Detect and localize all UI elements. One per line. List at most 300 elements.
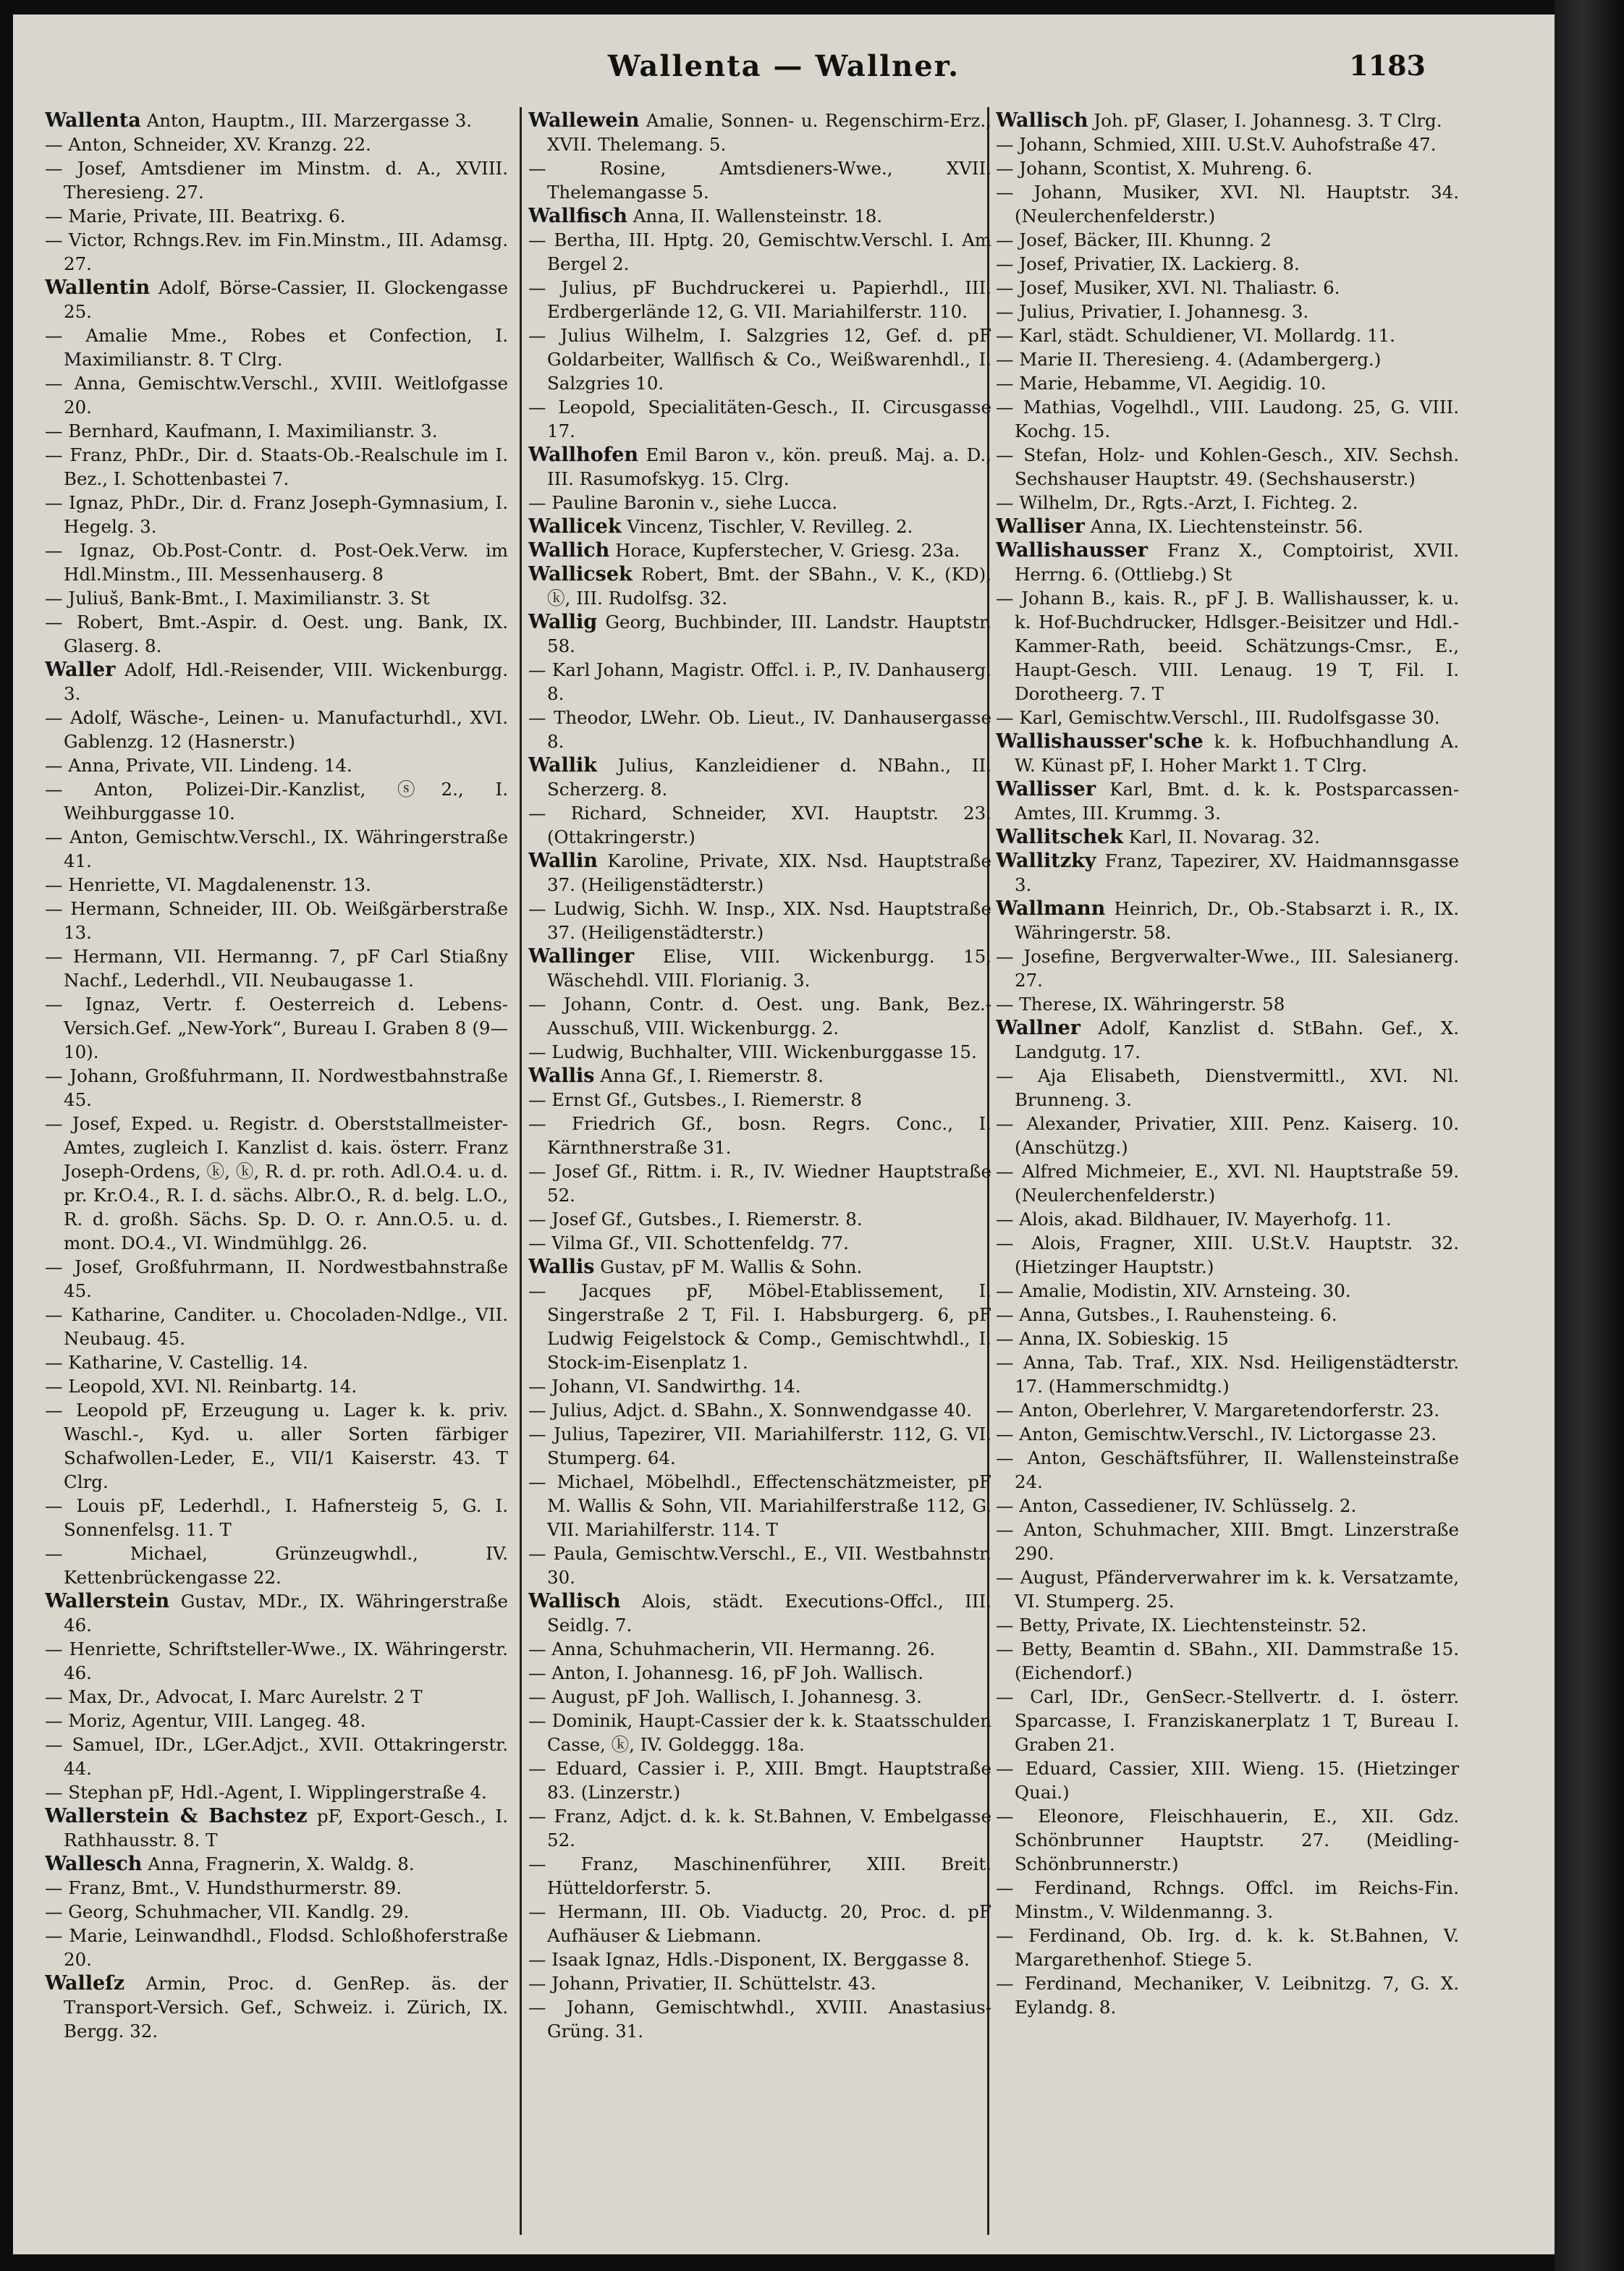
entry-surname: Wallner xyxy=(996,1017,1081,1039)
directory-entry xyxy=(45,1900,508,1924)
entry-surname: Wallisch xyxy=(528,1590,621,1612)
entry-surname: Wallis xyxy=(528,1256,595,1278)
entry-surname: Wallitschek xyxy=(996,826,1123,848)
entry-text: — Johann B., kais. R., pF J. B. Wallishausser, k. u. k. Hof-Buchdrucker, Hdlsger.-Beisitzer und Hdl.-Kammer-Rath, beeid. Schätzungs-Cmsr., E., Haupt-Gesch. VIII. Lenaug. 19 T, Fil. I. Dorotheerg. 7. T xyxy=(996,588,1459,704)
entry-text: — Anton, Gemischtw.Verschl., IV. Lictorgasse 23. xyxy=(996,1424,1437,1445)
entry-text: — Amalie Mme., Robes et Confection, I. Maximilianstr. 8. T Clrg. xyxy=(45,325,508,370)
directory-entry xyxy=(996,1924,1459,1971)
directory-entry xyxy=(528,1064,991,1088)
directory-entry xyxy=(996,777,1459,825)
directory-entry xyxy=(528,1398,991,1422)
directory-entry xyxy=(528,1995,991,2043)
directory-entry xyxy=(996,1518,1459,1565)
directory-entry xyxy=(45,204,508,228)
entry-text: — Eduard, Cassier, XIII. Wieng. 15. (Hietzinger Quai.) xyxy=(996,1758,1459,1803)
entry-text: Georg, Buchbinder, III. Landstr. Hauptstr. 58. xyxy=(547,612,991,656)
entry-text: Anna Gf., I. Riemerstr. 8. xyxy=(600,1065,824,1086)
directory-entry xyxy=(528,1852,991,1900)
entry-text: — Isaak Ignaz, Hdls.-Disponent, IX. Berggasse 8. xyxy=(528,1949,970,1970)
directory-entry xyxy=(45,1350,508,1374)
entry-text: — Anton, Gemischtw.Verschl., IX. Währingerstraße 41. xyxy=(45,826,508,871)
entry-text: — Franz, PhDr., Dir. d. Staats-Ob.-Realschule im I. Bez., I. Schottenbastei 7. xyxy=(45,444,508,489)
entry-text: — Betty, Beamtin d. SBahn., XII. Dammstraße 15. (Eichendorf.) xyxy=(996,1638,1459,1683)
directory-entry xyxy=(45,1589,508,1637)
directory-entry xyxy=(528,1112,991,1159)
entry-text: — Ignaz, PhDr., Dir. d. Franz Joseph-Gymnasium, I. Hegelg. 3. xyxy=(45,492,508,537)
entry-text: — Julius, Adjct. d. SBahn., X. Sonnwendgasse 40. xyxy=(528,1400,972,1421)
directory-entry xyxy=(528,204,991,228)
entry-text: — Eleonore, Fleischhauerin, E., XII. Gdz. Schönbrunner Hauptstr. 27. (Meidling-Schönbrunnerstr.) xyxy=(996,1806,1459,1874)
directory-entry xyxy=(45,1112,508,1255)
directory-entry xyxy=(996,395,1459,443)
entry-surname: Wallerstein & Bachstez xyxy=(45,1805,308,1827)
entry-text: — Mathias, Vogelhdl., VIII. Laudong. 25, G. VIII. Kochg. 15. xyxy=(996,397,1459,441)
directory-entry xyxy=(996,1207,1459,1231)
entry-text: Anna, IX. Liechtensteinstr. 56. xyxy=(1090,516,1363,537)
entry-surname: Wallig xyxy=(528,611,598,633)
entry-text: Vincenz, Tischler, V. Revilleg. 2. xyxy=(627,516,913,537)
directory-entry xyxy=(45,371,508,419)
directory-entry xyxy=(528,1470,991,1542)
column-divider xyxy=(520,107,522,2235)
entry-text: — Hermann, VII. Hermanng. 7, pF Carl Stiaßny Nachf., Lederhdl., VII. Neubaugasse 1. xyxy=(45,946,508,991)
directory-entry xyxy=(996,443,1459,491)
directory-entry xyxy=(996,1422,1459,1446)
directory-entry xyxy=(996,1327,1459,1350)
directory-entry xyxy=(45,706,508,753)
directory-entry xyxy=(528,1637,991,1661)
entry-text: — Adolf, Wäsche-, Leinen- u. Manufacturhdl., XVI. Gablenzg. 12 (Hasnerstr.) xyxy=(45,707,508,752)
directory-entry xyxy=(996,1398,1459,1422)
entry-text: Anna, Fragnerin, X. Waldg. 8. xyxy=(148,1853,415,1874)
directory-entry xyxy=(45,1303,508,1350)
directory-entry xyxy=(45,825,508,873)
entry-text: — Alois, akad. Bildhauer, IV. Mayerhofg. 11. xyxy=(996,1209,1392,1230)
entry-surname: Wallich xyxy=(528,539,610,562)
entry-surname: Wallhofen xyxy=(528,444,639,466)
entry-surname: Wallesch xyxy=(45,1853,143,1875)
entry-text: — Jacques pF, Möbel-Etablissement, I. Singerstraße 2 T, Fil. I. Habsburgerg. 6, pF Ludwig Feigelstock & Comp., Gemischtwhdl., I. Stock-im-Eisenplatz 1. xyxy=(528,1280,991,1373)
entry-text: — Aja Elisabeth, Dienstvermittl., XVI. Nl. Brunneng. 3. xyxy=(996,1065,1459,1110)
entry-text: — Stephan pF, Hdl.-Agent, I. Wipplingerstraße 4. xyxy=(45,1782,487,1803)
entry-text: — Katharine, V. Castellig. 14. xyxy=(45,1352,308,1373)
directory-entry xyxy=(528,1589,991,1637)
directory-entry xyxy=(996,515,1459,538)
directory-entry xyxy=(45,1398,508,1494)
entry-text: — Rosine, Amtsdieners-Wwe., XVII. Thelemangasse 5. xyxy=(528,158,991,203)
column-3 xyxy=(996,109,1459,2222)
directory-entry xyxy=(528,1756,991,1804)
entry-text: — Robert, Bmt.-Aspir. d. Oest. ung. Bank, IX. Glaserg. 8. xyxy=(45,612,508,656)
directory-entry xyxy=(996,1613,1459,1637)
entry-text: Horace, Kupferstecher, V. Griesg. 23a. xyxy=(615,540,960,561)
directory-entry xyxy=(528,228,991,276)
entry-text: — Karl, städt. Schuldiener, VI. Mollardg. 11. xyxy=(996,325,1395,346)
directory-entry xyxy=(528,1422,991,1470)
directory-entry xyxy=(45,944,508,992)
entry-text: — Ignaz, Ob.Post-Contr. d. Post-Oek.Verw. im Hdl.Minstm., III. Messenhauserg. 8 xyxy=(45,540,508,585)
entry-surname: Walleſz xyxy=(45,1972,125,1995)
entry-text: — Friedrich Gf., bosn. Regrs. Conc., I. Kärnthnerstraße 31. xyxy=(528,1113,991,1158)
entry-text: Karl, II. Novarag. 32. xyxy=(1128,826,1320,847)
directory-entry xyxy=(996,1159,1459,1207)
directory-entry xyxy=(528,1159,991,1207)
entry-text: — Anna, Gutsbes., I. Rauhensteing. 6. xyxy=(996,1304,1337,1325)
directory-entry xyxy=(996,109,1459,132)
page-header-title: Wallenta — Wallner. xyxy=(607,49,960,83)
directory-entry xyxy=(45,156,508,204)
directory-entry xyxy=(45,1924,508,1971)
entry-text: — Moriz, Agentur, VIII. Langeg. 48. xyxy=(45,1710,366,1731)
directory-entry xyxy=(528,658,991,706)
entry-text: — Samuel, IDr., LGer.Adjct., XVII. Ottakringerstr. 44. xyxy=(45,1734,508,1779)
entry-text: — Pauline Baronin v., siehe Lucca. xyxy=(528,492,838,513)
directory-entry xyxy=(996,1971,1459,2019)
directory-entry xyxy=(528,801,991,849)
directory-entry xyxy=(528,562,991,610)
directory-entry xyxy=(996,228,1459,252)
entry-text: — Anna, Private, VII. Lindeng. 14. xyxy=(45,755,352,776)
directory-entry xyxy=(528,1207,991,1231)
directory-entry xyxy=(528,395,991,443)
entry-text: Franz X., Comptoirist, XVII. Herrng. 6. (Ottliebg.) St xyxy=(1015,540,1459,585)
directory-entry xyxy=(996,491,1459,515)
directory-entry xyxy=(528,1088,991,1112)
directory-entry xyxy=(996,300,1459,323)
entry-text: — Karl, Gemischtw.Verschl., III. Rudolfsgasse 30. xyxy=(996,707,1440,728)
entry-text: — Ferdinand, Ob. Irg. d. k. k. St.Bahnen, V. Margarethenhof. Stiege 5. xyxy=(996,1925,1459,1970)
directory-entry xyxy=(528,515,991,538)
entry-surname: Wallishausser'sche xyxy=(996,730,1204,753)
directory-entry xyxy=(996,323,1459,347)
entry-text: Robert, Bmt. der SBahn., V. K., (KD), ⓚ, III. Rudolfsg. 32. xyxy=(547,564,991,609)
entry-surname: Wallis xyxy=(528,1065,595,1087)
directory-entry xyxy=(528,706,991,753)
entry-surname: Wallewein xyxy=(528,109,640,132)
directory-entry xyxy=(996,1876,1459,1924)
entry-text: — Theodor, LWehr. Ob. Lieut., IV. Danhausergasse 8. xyxy=(528,707,991,752)
directory-entry xyxy=(528,1804,991,1852)
entry-text: — Michael, Möbelhdl., Effectenschätzmeister, pF M. Wallis & Sohn, VII. Mariahilferstraße 112, G. VII. Mariahilferstr. 114. T xyxy=(528,1471,991,1540)
directory-entry xyxy=(996,586,1459,706)
entry-text: — Eduard, Cassier i. P., XIII. Bmgt. Hauptstraße 83. (Linzerstr.) xyxy=(528,1758,991,1803)
directory-entry xyxy=(528,1542,991,1589)
directory-entry xyxy=(528,443,991,491)
entry-text: — Katharine, Canditer. u. Chocoladen-Ndlge., VII. Neubaug. 45. xyxy=(45,1304,508,1349)
directory-entry xyxy=(45,1637,508,1685)
directory-entry xyxy=(45,443,508,491)
directory-entry xyxy=(996,252,1459,276)
page-number: 1183 xyxy=(1349,49,1426,82)
directory-entry xyxy=(996,1112,1459,1159)
directory-entry xyxy=(996,1231,1459,1279)
entry-surname: Wallisser xyxy=(996,778,1096,800)
entry-text: — Franz, Maschinenführer, XIII. Breit. Hütteldorferstr. 5. xyxy=(528,1853,991,1898)
directory-entry xyxy=(528,1255,991,1279)
directory-entry xyxy=(528,156,991,204)
entry-surname: Wallisch xyxy=(996,109,1088,132)
entry-text: — Wilhelm, Dr., Rgts.-Arzt, I. Fichteg. 2. xyxy=(996,492,1358,513)
entry-text: — Ludwig, Sichh. W. Insp., XIX. Nsd. Hauptstraße 37. (Heiligenstädterstr.) xyxy=(528,898,991,943)
entry-text: Gustav, pF M. Wallis & Sohn. xyxy=(600,1256,863,1277)
entry-surname: Wallinger xyxy=(528,945,635,968)
entry-text: — Julius Wilhelm, I. Salzgries 12, Gef. d. pF Goldarbeiter, Wallfisch & Co., Weißwarenhdl., I. Salzgries 10. xyxy=(528,325,991,394)
directory-entry xyxy=(528,1948,991,1971)
entry-surname: Walliser xyxy=(996,515,1085,538)
entry-surname: Wallin xyxy=(528,850,598,872)
directory-entry xyxy=(528,109,991,156)
entry-text: — Josef, Großfuhrmann, II. Nordwestbahnstraße 45. xyxy=(45,1256,508,1301)
entry-text: — Anton, Polizei-Dir.-Kanzlist, ⓢ2., I. Weihburggasse 10. xyxy=(45,779,508,824)
directory-entry xyxy=(996,897,1459,944)
entry-text: Heinrich, Dr., Ob.-Stabsarzt i. R., IX. Währingerstr. 58. xyxy=(1015,898,1459,943)
directory-entry xyxy=(996,371,1459,395)
directory-entry xyxy=(45,109,508,132)
entry-text: — Stefan, Holz- und Kohlen-Gesch., XIV. Sechsh. Sechshauser Hauptstr. 49. (Sechshauserstr.) xyxy=(996,444,1459,489)
directory-entry xyxy=(996,706,1459,729)
entry-text: — Amalie, Modistin, XIV. Arnsteing. 30. xyxy=(996,1280,1351,1301)
entry-text: — Josef Gf., Gutsbes., I. Riemerstr. 8. xyxy=(528,1209,863,1230)
entry-text: — Josef, Amtsdiener im Minstm. d. A., XVIII. Theresieng. 27. xyxy=(45,158,508,203)
entry-text: — Johann, Privatier, II. Schüttelstr. 43. xyxy=(528,1973,876,1994)
entry-text: Karl, Bmt. d. k. k. Postsparcassen-Amtes, III. Krummg. 3. xyxy=(1015,779,1459,824)
entry-text: — Franz, Adjct. d. k. k. St.Bahnen, V. Embelgasse 52. xyxy=(528,1806,991,1851)
entry-text: — Henriette, VI. Magdalenenstr. 13. xyxy=(45,874,371,895)
entry-text: — Josef, Privatier, IX. Lackierg. 8. xyxy=(996,253,1300,274)
directory-entry xyxy=(528,610,991,658)
entry-text: — Anton, Geschäftsführer, II. Wallensteinstraße 24. xyxy=(996,1447,1459,1492)
directory-entry xyxy=(45,1733,508,1780)
entry-text: — Julius, Tapezirer, VII. Mariahilferstr. 112, G. VI. Stumperg. 64. xyxy=(528,1424,991,1468)
entry-text: — Alois, Fragner, XIII. U.St.V. Hauptstr. 32. (Hietzinger Hauptstr.) xyxy=(996,1232,1459,1277)
entry-text: pF, Export-Gesch., I. Rathhausstr. 8. T xyxy=(64,1806,508,1851)
entry-text: — Max, Dr., Advocat, I. Marc Aurelstr. 2 T xyxy=(45,1686,423,1707)
book-edge xyxy=(1555,0,1624,2271)
directory-page xyxy=(13,14,1555,2254)
entry-text: Franz, Tapezirer, XV. Haidmannsgasse 3. xyxy=(1015,850,1459,895)
entry-text: Joh. pF, Glaser, I. Johannesg. 3. T Clrg. xyxy=(1094,110,1442,131)
directory-entry xyxy=(528,491,991,515)
entry-text: — Alfred Michmeier, E., XVI. Nl. Hauptstraße 59. (Neulerchenfelderstr.) xyxy=(996,1161,1459,1206)
directory-entry xyxy=(45,1255,508,1303)
entry-text: Gustav, MDr., IX. Währingerstraße 46. xyxy=(64,1591,508,1636)
directory-entry xyxy=(45,491,508,538)
entry-text: Armin, Proc. d. GenRep. äs. der Transport-Versich. Gef., Schweiz. i. Zürich, IX. Bergg. 32. xyxy=(64,1973,508,2042)
entry-text: Amalie, Sonnen- u. Regenschirm-Erz., XVII. Thelemang. 5. xyxy=(547,110,991,155)
directory-entry xyxy=(528,1900,991,1948)
entry-text: — Vilma Gf., VII. Schottenfeldg. 77. xyxy=(528,1232,849,1253)
directory-entry xyxy=(996,992,1459,1016)
directory-entry xyxy=(996,1494,1459,1518)
entry-text: — Johann, Scontist, X. Muhreng. 6. xyxy=(996,158,1313,179)
directory-entry xyxy=(996,156,1459,180)
entry-surname: Waller xyxy=(45,659,116,681)
entry-text: — Hermann, Schneider, III. Ob. Weißgärberstraße 13. xyxy=(45,898,508,943)
entry-surname: Wallitzky xyxy=(996,850,1096,872)
directory-entry xyxy=(45,753,508,777)
entry-surname: Wallicsek xyxy=(528,563,633,585)
entry-text: — Leopold, XVI. Nl. Reinbartg. 14. xyxy=(45,1376,358,1397)
directory-entry xyxy=(996,1756,1459,1804)
entry-surname: Wallentin xyxy=(45,276,151,299)
directory-entry xyxy=(45,897,508,944)
directory-entry xyxy=(996,1064,1459,1112)
entry-text: — Anton, Cassediener, IV. Schlüsselg. 2. xyxy=(996,1495,1357,1516)
directory-entry xyxy=(996,825,1459,849)
directory-entry xyxy=(45,276,508,323)
entry-text: — Bertha, III. Hptg. 20, Gemischtw.Verschl. I. Am Bergel 2. xyxy=(528,229,991,274)
directory-entry xyxy=(996,1303,1459,1327)
directory-entry xyxy=(996,729,1459,777)
entry-text: — Anna, Schuhmacherin, VII. Hermanng. 26. xyxy=(528,1638,936,1659)
entry-text: — Anton, I. Johannesg. 16, pF Joh. Wallisch. xyxy=(528,1662,923,1683)
directory-entry xyxy=(45,1852,508,1876)
entry-text: — Henriette, Schriftsteller-Wwe., IX. Währingerstr. 46. xyxy=(45,1638,508,1683)
entry-text: Karoline, Private, XIX. Nsd. Hauptstraße 37. (Heiligenstädterstr.) xyxy=(547,850,991,895)
directory-entry xyxy=(528,897,991,944)
entry-surname: Wallenta xyxy=(45,109,141,132)
directory-entry xyxy=(996,347,1459,371)
entry-text: — Louis pF, Lederhdl., I. Hafnersteig 5, G. I. Sonnenfelsg. 11. T xyxy=(45,1495,508,1540)
directory-entry xyxy=(996,1804,1459,1876)
directory-entry xyxy=(45,1374,508,1398)
entry-text: — Josefine, Bergverwalter-Wwe., III. Salesianerg. 27. xyxy=(996,946,1459,991)
entry-surname: Wallfisch xyxy=(528,205,627,227)
directory-entry xyxy=(996,944,1459,992)
entry-text: — August, Pfänderverwahrer im k. k. Versatzamte, VI. Stumperg. 25. xyxy=(996,1567,1459,1612)
entry-text: — Ferdinand, Rchngs. Offcl. im Reichs-Fin. Minstm., V. Wildenmanng. 3. xyxy=(996,1877,1459,1922)
directory-entry xyxy=(45,1542,508,1589)
directory-entry xyxy=(45,1494,508,1542)
entry-surname: Wallik xyxy=(528,754,597,777)
directory-entry xyxy=(996,1016,1459,1064)
directory-entry xyxy=(45,873,508,897)
entry-text: — Ludwig, Buchhalter, VIII. Wickenburggasse 15. xyxy=(528,1041,977,1062)
entry-text: — Josef, Exped. u. Registr. d. Oberststallmeister-Amtes, zugleich I. Kanzlist d. kais. österr. Franz Joseph-Ordens, ⓚ, ⓚ, R. d. pr. roth. Adl.O.4. u. d. pr. Kr.O.4., R. I. d. sächs. Albr.O., R. d. belg. L.O., R. d. großh. Sächs. Sp. D. O. r. Ann.O.5. u. d. mont. DO.4., VI. Windmühlgg. 26. xyxy=(45,1113,508,1253)
entry-text: — Anton, Oberlehrer, V. Margaretendorferstr. 23. xyxy=(996,1400,1440,1421)
entry-text: — Marie, Leinwandhdl., Flodsd. Schloßhoferstraße 20. xyxy=(45,1925,508,1970)
entry-text: — Josef, Bäcker, III. Khunng. 2 xyxy=(996,229,1272,250)
entry-text: — Paula, Gemischtw.Verschl., E., VII. Westbahnstr. 30. xyxy=(528,1543,991,1588)
entry-text: — Georg, Schuhmacher, VII. Kandlg. 29. xyxy=(45,1901,410,1922)
entry-text: Julius, Kanzleidiener d. NBahn., II. Scherzerg. 8. xyxy=(547,755,991,800)
entry-text: Adolf, Börse-Cassier, II. Glockengasse 25. xyxy=(64,277,508,322)
entry-text: Anton, Hauptm., III. Marzergasse 3. xyxy=(146,110,473,131)
entry-text: — Michael, Grünzeugwhdl., IV. Kettenbrückengasse 22. xyxy=(45,1543,508,1588)
entry-text: Adolf, Hdl.-Reisender, VIII. Wickenburgg. 3. xyxy=(64,659,508,704)
entry-surname: Wallicek xyxy=(528,515,622,538)
entry-text: — Hermann, III. Ob. Viaductg. 20, Proc. d. pF Aufhäuser & Liebmann. xyxy=(528,1901,991,1946)
directory-entry xyxy=(528,1231,991,1255)
entry-text: — Johann, Musiker, XVI. Nl. Hauptstr. 34. (Neulerchenfelderstr.) xyxy=(996,182,1459,227)
directory-entry xyxy=(45,1064,508,1112)
entry-text: — Ignaz, Vertr. f. Oesterreich d. Lebens-Versich.Gef. „New-York“, Bureau I. Graben 8 (9—10). xyxy=(45,994,508,1062)
entry-surname: Wallishausser xyxy=(996,539,1149,562)
entry-text: — Ernst Gf., Gutsbes., I. Riemerstr. 8 xyxy=(528,1089,862,1110)
directory-entry xyxy=(528,1040,991,1064)
directory-entry xyxy=(528,944,991,992)
entry-text: — Julius, Privatier, I. Johannesg. 3. xyxy=(996,301,1309,322)
entry-text: — Leopold, Specialitäten-Gesch., II. Circusgasse 17. xyxy=(528,397,991,441)
entry-text: — Betty, Private, IX. Liechtensteinstr. 52. xyxy=(996,1615,1367,1636)
entry-text: — Therese, IX. Währingerstr. 58 xyxy=(996,994,1285,1015)
directory-entry xyxy=(528,276,991,323)
entry-text: Adolf, Kanzlist d. StBahn. Gef., X. Landgutg. 17. xyxy=(1015,1018,1459,1062)
directory-entry xyxy=(996,538,1459,586)
directory-entry xyxy=(528,1685,991,1709)
directory-entry xyxy=(528,538,991,562)
entry-text: — August, pF Joh. Wallisch, I. Johannesg. 3. xyxy=(528,1686,922,1707)
entry-text: Emil Baron v., kön. preuß. Maj. a. D., III. Rasumofskyg. 15. Clrg. xyxy=(547,444,991,489)
directory-entry xyxy=(996,1685,1459,1756)
directory-entry xyxy=(45,228,508,276)
directory-entry xyxy=(45,992,508,1064)
column-2 xyxy=(528,109,991,2222)
directory-entry xyxy=(996,1279,1459,1303)
directory-entry xyxy=(528,323,991,395)
entry-text: — Johann, Contr. d. Oest. ung. Bank, Bez.-Ausschuß, VIII. Wickenburgg. 2. xyxy=(528,994,991,1039)
entry-text: — Johann, Großfuhrmann, II. Nordwestbahnstraße 45. xyxy=(45,1065,508,1110)
entry-surname: Wallmann xyxy=(996,897,1106,920)
directory-entry xyxy=(45,1709,508,1733)
entry-text: — Carl, IDr., GenSecr.-Stellvertr. d. I. österr. Sparcasse, I. Franziskanerplatz 1 T, Bureau I. Graben 21. xyxy=(996,1686,1459,1755)
directory-entry xyxy=(45,1804,508,1852)
directory-entry xyxy=(528,1279,991,1374)
entry-text: — Karl Johann, Magistr. Offcl. i. P., IV. Danhauserg. 8. xyxy=(528,659,991,704)
directory-entry xyxy=(45,610,508,658)
directory-entry xyxy=(528,1971,991,1995)
entry-text: — Johann, Gemischtwhdl., XVIII. Anastasius-Grüng. 31. xyxy=(528,1997,991,2042)
entry-text: — Johann, VI. Sandwirthg. 14. xyxy=(528,1376,801,1397)
entry-text: — Josef, Musiker, XVI. Nl. Thaliastr. 6. xyxy=(996,277,1340,298)
entry-text: — Anton, Schuhmacher, XIII. Bmgt. Linzerstraße 290. xyxy=(996,1519,1459,1564)
entry-text: — Ferdinand, Mechaniker, V. Leibnitzg. 7, G. X. Eylandg. 8. xyxy=(996,1973,1459,2018)
entry-text: — Juliuš, Bank-Bmt., I. Maximilianstr. 3. St xyxy=(45,588,430,609)
directory-entry xyxy=(45,586,508,610)
directory-entry xyxy=(45,777,508,825)
entry-text: Anna, II. Wallensteinstr. 18. xyxy=(633,206,883,227)
entry-text: — Anna, Tab. Traf., XIX. Nsd. Heiligenstädterstr. 17. (Hammerschmidtg.) xyxy=(996,1352,1459,1397)
entry-text: — Dominik, Haupt-Cassier der k. k. Staatsschulden Casse, ⓚ, IV. Goldeggg. 18a. xyxy=(528,1710,991,1755)
directory-entry xyxy=(528,753,991,801)
directory-entry xyxy=(45,1685,508,1709)
entry-surname: Wallerstein xyxy=(45,1590,170,1612)
entry-text: — Julius, pF Buchdruckerei u. Papierhdl., III. Erdbergerlände 12, G. VII. Mariahilferstr. 110. xyxy=(528,277,991,322)
entry-text: — Richard, Schneider, XVI. Hauptstr. 23. (Ottakringerstr.) xyxy=(528,803,991,847)
directory-entry xyxy=(45,1876,508,1900)
entry-text: k. k. Hofbuchhandlung A. W. Künast pF, I. Hoher Markt 1. T Clrg. xyxy=(1015,731,1459,776)
directory-entry xyxy=(996,849,1459,897)
directory-entry xyxy=(996,1565,1459,1613)
column-1 xyxy=(45,109,508,2222)
entry-text: Alois, städt. Executions-Offcl., III. Seidlg. 7. xyxy=(547,1591,991,1636)
entry-text: — Josef Gf., Rittm. i. R., IV. Wiedner Hauptstraße 52. xyxy=(528,1161,991,1206)
directory-entry xyxy=(45,419,508,443)
directory-entry xyxy=(996,1350,1459,1398)
directory-entry xyxy=(996,132,1459,156)
directory-entry xyxy=(996,1637,1459,1685)
entry-text: — Victor, Rchngs.Rev. im Fin.Minstm., III. Adamsg. 27. xyxy=(45,229,508,274)
directory-entry xyxy=(996,1446,1459,1494)
directory-entry xyxy=(996,180,1459,228)
directory-entry xyxy=(45,323,508,371)
entry-text: — Johann, Schmied, XIII. U.St.V. Auhofstraße 47. xyxy=(996,134,1437,155)
entry-text: — Franz, Bmt., V. Hundsthurmerstr. 89. xyxy=(45,1877,402,1898)
entry-text: — Anton, Schneider, XV. Kranzg. 22. xyxy=(45,134,371,155)
directory-entry xyxy=(45,658,508,706)
entry-text: — Marie, Hebamme, VI. Aegidig. 10. xyxy=(996,373,1327,394)
directory-entry xyxy=(45,132,508,156)
